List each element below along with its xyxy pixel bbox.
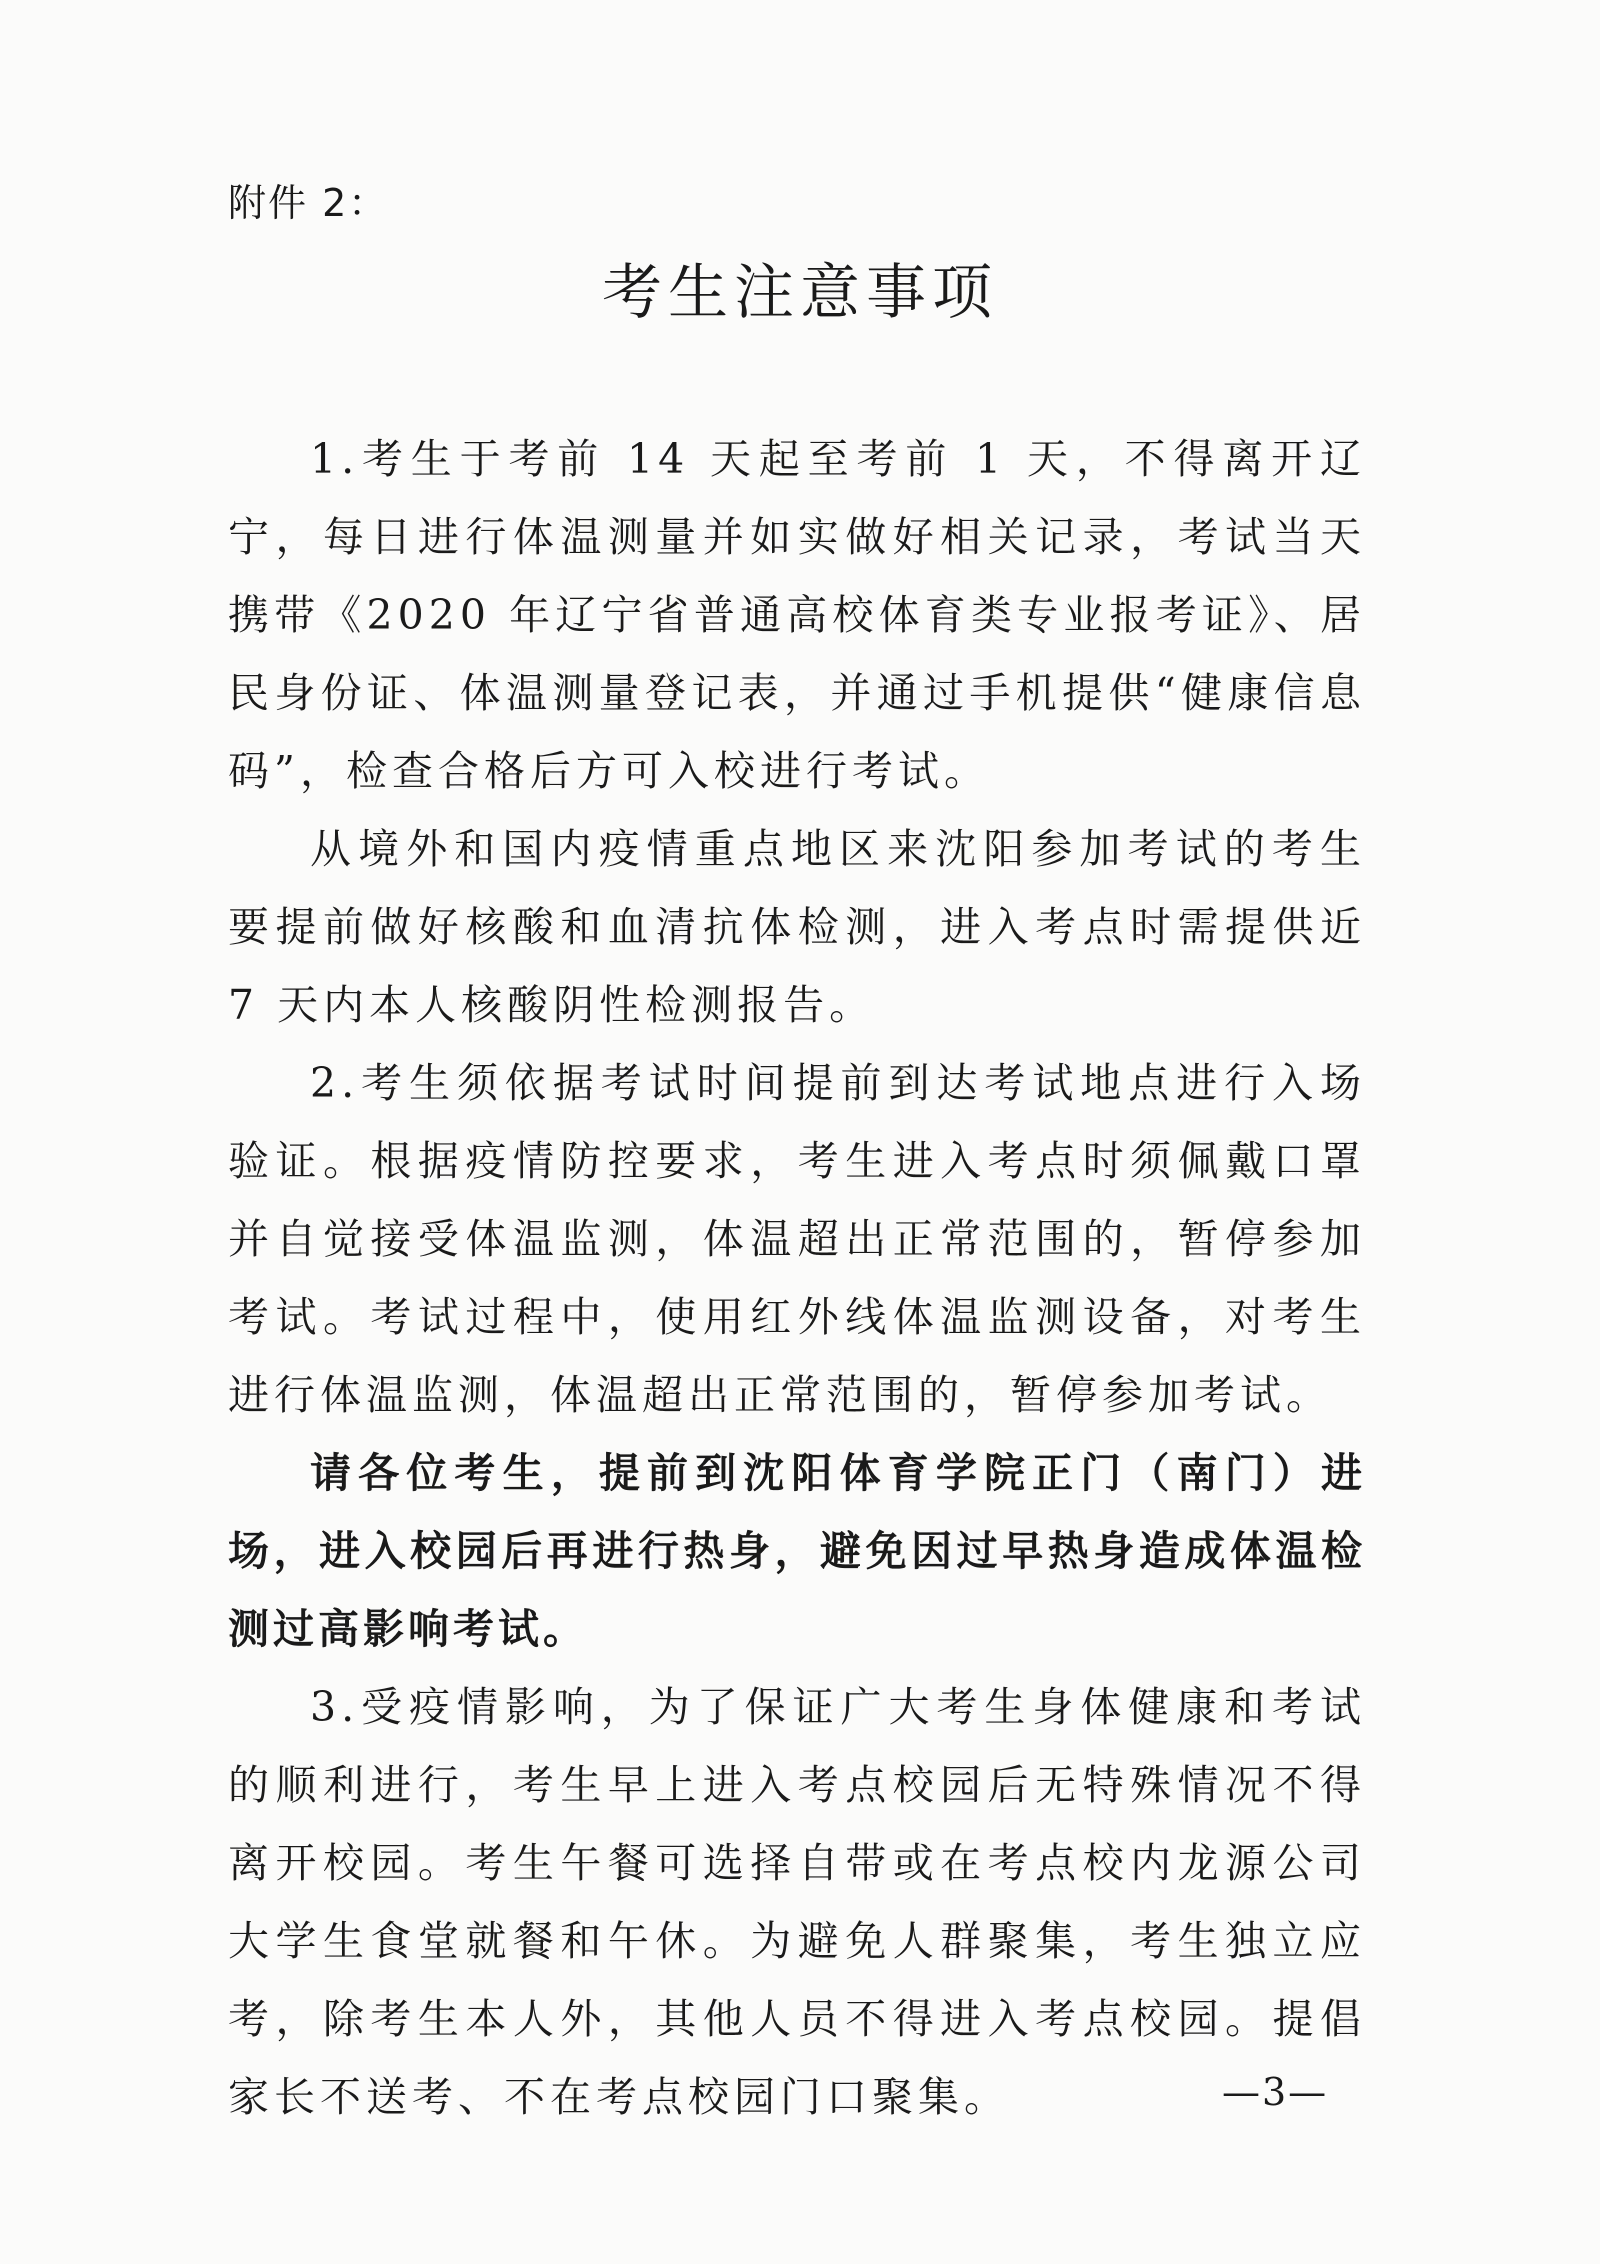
page-title: 考生注意事项	[602, 258, 998, 328]
paragraph-item-1: 1.考生于考前 14 天起至考前 1 天，不得离开辽宁，每日进行体温测量并如实做好相关记录，考试当天携带《2020 年辽宁省普通高校体育类专业报考证》、居民身份证、体温测量登记表，并通过手机提供“健康信息码”，检查合格后方可入校进行考试。	[228, 435, 1366, 795]
paragraph-item-3: 3.受疫情影响，为了保证广大考生身体健康和考试的顺利进行，考生早上进入考点校园后无特殊情况不得离开校园。考生午餐可选择自带或在考点校内龙源公司大学生食堂就餐和午休。为避免人群聚集，考生独立应考，除考生本人外，其他人员不得进入考点校园。提倡家长不送考、不在考点校园门口聚集。	[228, 1683, 1366, 2121]
document-body	[228, 420, 1366, 2136]
paragraph-bold-notice: 请各位考生，提前到沈阳体育学院正门（南门）进场，进入校园后再进行热身，避免因过早热身造成体温检测过高影响考试。	[228, 1449, 1366, 1653]
page-number: —3—	[1222, 2070, 1329, 2114]
paragraph-item-2: 2.考生须依据考试时间提前到达考试地点进行入场验证。根据疫情防控要求，考生进入考点时须佩戴口罩并自觉接受体温监测，体温超出正常范围的，暂停参加考试。考试过程中，使用红外线体温监测设备，对考生进行体温监测，体温超出正常范围的，暂停参加考试。	[228, 1059, 1366, 1419]
paragraph-item-1-continued: 从境外和国内疫情重点地区来沈阳参加考试的考生要提前做好核酸和血清抗体检测，进入考点时需提供近 7 天内本人核酸阴性检测报告。	[228, 825, 1366, 1029]
attachment-label: 附件 2：	[228, 181, 389, 225]
